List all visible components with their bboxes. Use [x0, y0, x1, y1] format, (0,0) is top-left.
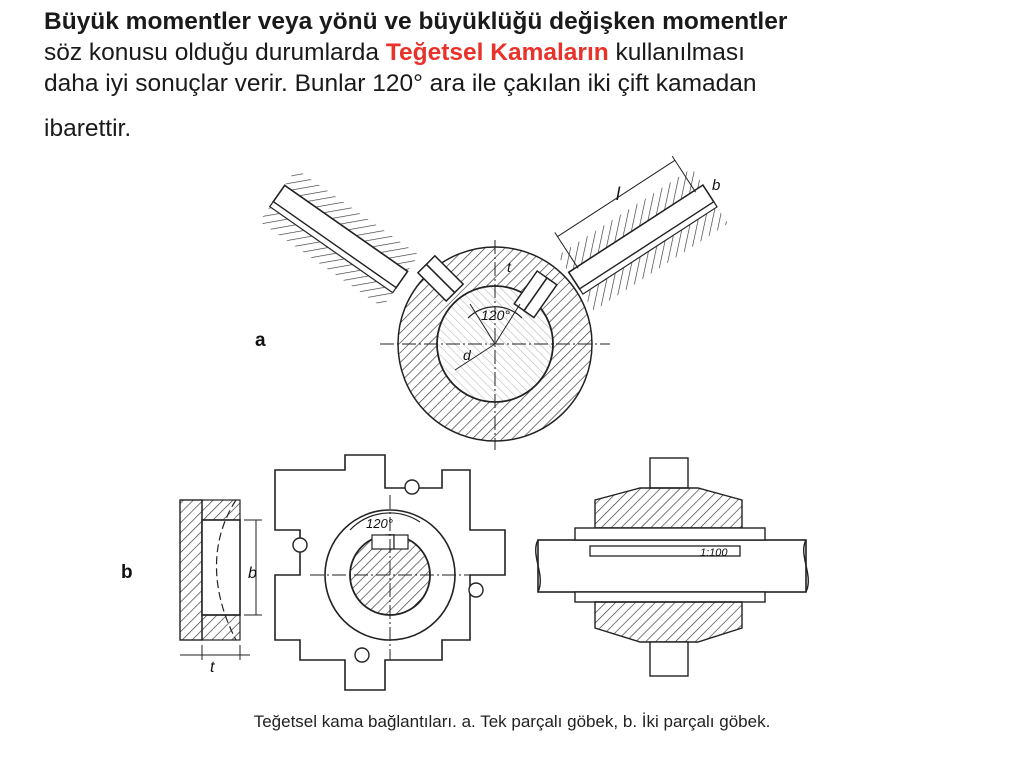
heading-line-1: Büyük momentler veya yönü ve büyüklüğü değişken momentler [44, 8, 788, 35]
figure-b-key-detail [180, 500, 262, 676]
dim-t-b: t [210, 659, 215, 676]
figure-a-drawing [259, 151, 727, 450]
figure-caption: Teğetsel kama bağlantıları. a. Tek parçalı göbek, b. İki parçalı göbek. [253, 712, 771, 731]
heading-line-3: daha iyi sonuçlar verir. Bunlar 120° ara ile çakılan iki çift kamadan [44, 70, 757, 97]
heading-line-2-start: söz konusu olduğu durumlarda [44, 39, 386, 66]
figure-b-label: b [121, 562, 133, 583]
angle-a: 120° [481, 307, 510, 323]
dim-d-a: d [463, 347, 471, 363]
dim-t-a: t [507, 259, 511, 275]
heading-line-4: ibarettir. [44, 115, 132, 142]
left-key-view [259, 169, 419, 307]
heading-highlight: Teğetsel Kamaların [385, 39, 609, 66]
heading-line-2-end: kullanılması [608, 39, 745, 66]
figure-b-side-view [536, 458, 809, 676]
figure-b-front-view [275, 455, 505, 690]
figure-a-label: a [255, 330, 266, 351]
dim-b-b: b [248, 565, 257, 582]
angle-b: 120° [366, 516, 393, 531]
dim-l-a: l [616, 184, 620, 204]
dim-b-a: b [712, 177, 721, 194]
taper-ratio: 1:100 [700, 547, 728, 559]
